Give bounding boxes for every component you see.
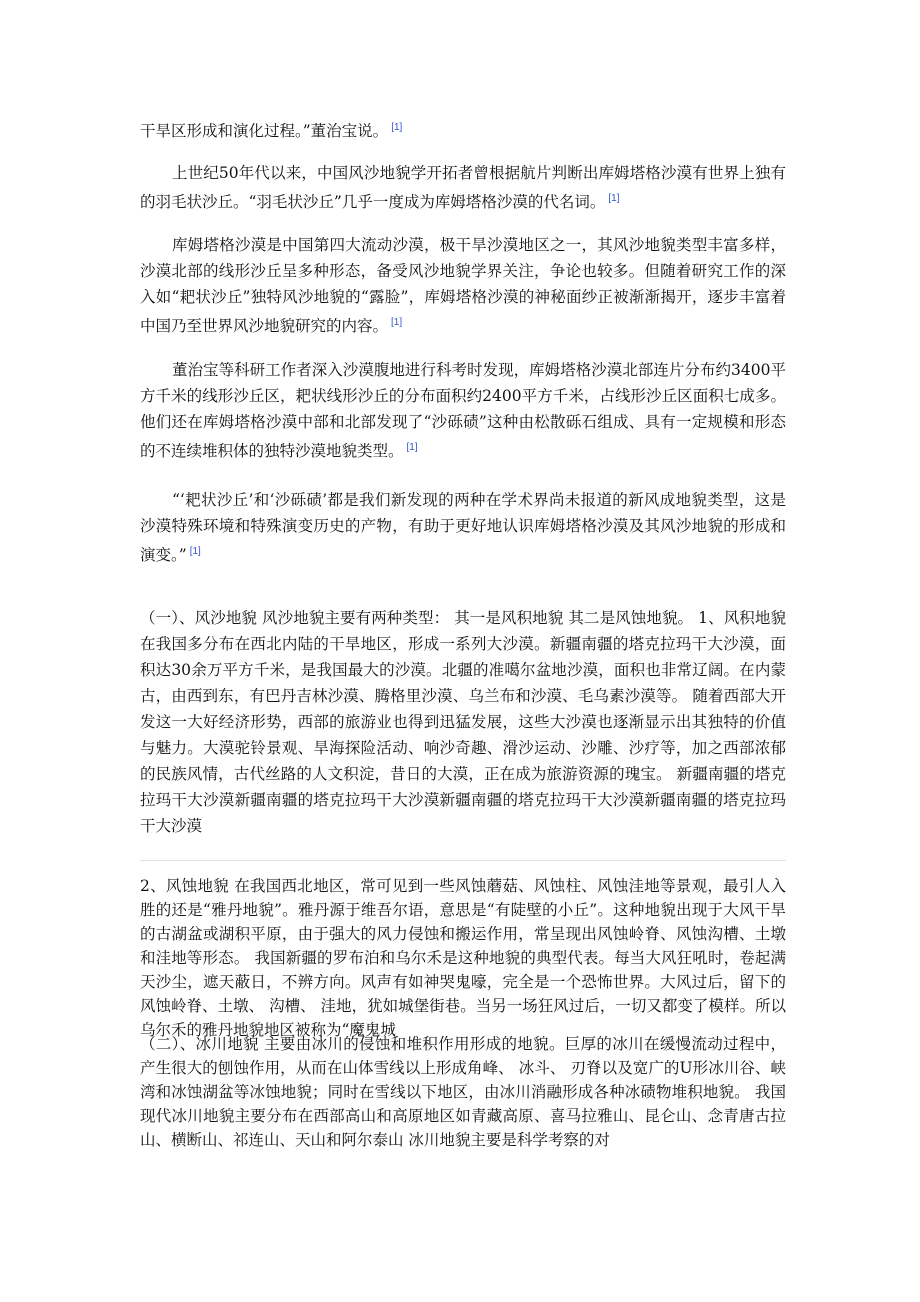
citation-link[interactable]: [1]: [189, 546, 201, 557]
paragraph-text: 库姆塔格沙漠是中国第四大流动沙漠，极干旱沙漠地区之一，其风沙地貌类型丰富多样，沙漠北部的线形沙丘呈多种形态，备受风沙地貌学界关注，争论也较多。但随着研究工作的深入如“耙状沙丘”独特风沙地貌的“露脸”，库姆塔格沙漠的神秘面纱正被渐渐揭开，逐步丰富着中国乃至世界风沙地貌研究的内容。: [140, 236, 786, 336]
paragraph-text: 上世纪50年代以来，中国风沙地貌学开拓者曾根据航片判断出库姆塔格沙漠有世界上独有的羽毛状沙丘。“羽毛状沙丘”几乎一度成为库姆塔格沙漠的代名词。: [140, 164, 786, 212]
citation-link[interactable]: [1]: [391, 317, 403, 328]
paragraph-wind-erosion: [140, 874, 786, 1042]
paragraph-text: 董治宝等科研工作者深入沙漠腹地进行科考时发现，库姆塔格沙漠北部连片分布约3400平方千米的线形沙丘区，耙状线形沙丘的分布面积约2400平方千米，占线形沙丘区面积七成多。他们还在库姆塔格沙漠中部和北部发现了“沙砾碛”这种由松散砾石组成、具有一定规模和形态的不连续堆积体的独特沙漠地貌类型。: [140, 361, 786, 461]
citation-link[interactable]: [1]: [391, 122, 403, 133]
paragraph-text: 2、风蚀地貌 在我国西北地区，常可见到一些风蚀蘑菇、风蚀柱、风蚀洼地等景观，最引人入胜的还是“雅丹地貌”。雅丹源于维吾尔语，意思是“有陡壁的小丘”。这种地貌出现于大风干旱的古湖盆或湖积平原，由于强大的风力侵蚀和搬运作用，常呈现出风蚀岭脊、风蚀沟槽、土墩和洼地等形态。 我国新疆的罗布泊和乌尔禾是这种地貌的典型代表。每当大风狂吼时，卷起满天沙尘，遮天蔽日，不辨方向。风声有如神哭鬼嚎，完全是一个恐怖世界。大风过后，留下的风蚀岭脊、土墩、 沟槽、 洼地，犹如城堡街巷。当另一场狂风过后，一切又都变了模样。所以乌尔禾的雅丹地貌地区被称为“魔鬼城: [140, 877, 786, 1039]
paragraph-text: 干旱区形成和演化过程。”董治宝说。: [140, 122, 389, 141]
citation-link[interactable]: [1]: [406, 442, 418, 453]
paragraph-continuation: [140, 115, 786, 144]
paragraph-text: （一）、风沙地貌 风沙地貌主要有两种类型： 其一是风积地貌 其二是风蚀地貌。 1、风积地貌 在我国多分布在西北内陆的干旱地区，形成一系列大沙漠。新疆南疆的塔克拉玛干大沙漠，面积达30余万平方千米，是我国最大的沙漠。北疆的准噶尔盆地沙漠，面积也非常辽阔。在内蒙古，由西到东，有巴丹吉林沙漠、腾格里沙漠、乌兰布和沙漠、毛乌素沙漠等。 随着西部大开发这一大好经济形势，西部的旅游业也得到迅猛发展，这些大沙漠也逐渐显示出其独特的价值与魅力。大漠驼铃景观、旱海探险活动、响沙奇趣、滑沙运动、沙雕、沙疗等，加之西部浓郁的民族风情，古代丝路的人文积淀，昔日的大漠，正在成为旅游资源的瑰宝。 新疆南疆的塔克拉玛干大沙漠新疆南疆的塔克拉玛干大沙漠新疆南疆的塔克拉玛干大沙漠新疆南疆的塔克拉玛干大沙漠: [140, 609, 786, 835]
paragraph-feather-dunes: [140, 160, 786, 215]
paragraph-text: “‘耙状沙丘’和‘沙砾碛’都是我们新发现的两种在学术界尚未报道的新风成地貌类型，这是沙漠特殊环境和特殊演变历史的产物，有助于更好地认识库姆塔格沙漠及其风沙地貌的形成和演变。”: [140, 491, 786, 565]
paragraph-aeolian-landforms: [140, 605, 786, 839]
citation-link[interactable]: [1]: [608, 193, 620, 204]
paragraph-glacial-landforms: [140, 1032, 786, 1152]
paragraph-kumtag-desert: [140, 232, 786, 339]
paragraph-new-landforms: [140, 487, 786, 568]
paragraph-linear-dunes: [140, 357, 786, 464]
section-divider: [140, 860, 786, 861]
paragraph-text: （二）、冰川地貌 主要由冰川的侵蚀和堆积作用形成的地貌。巨厚的冰川在缓慢流动过程中，产生很大的刨蚀作用，从而在山体雪线以上形成角峰、 冰斗、 刃脊以及宽广的U形冰川谷、峡湾和冰蚀湖盆等冰蚀地貌；同时在雪线以下地区，由冰川消融形成各种冰碛物堆积地貌。 我国现代冰川地貌主要分布在西部高山和高原地区如青藏高原、喜马拉雅山、昆仑山、念青唐古拉山、横断山、祁连山、天山和阿尔泰山 冰川地貌主要是科学考察的对: [140, 1035, 786, 1149]
